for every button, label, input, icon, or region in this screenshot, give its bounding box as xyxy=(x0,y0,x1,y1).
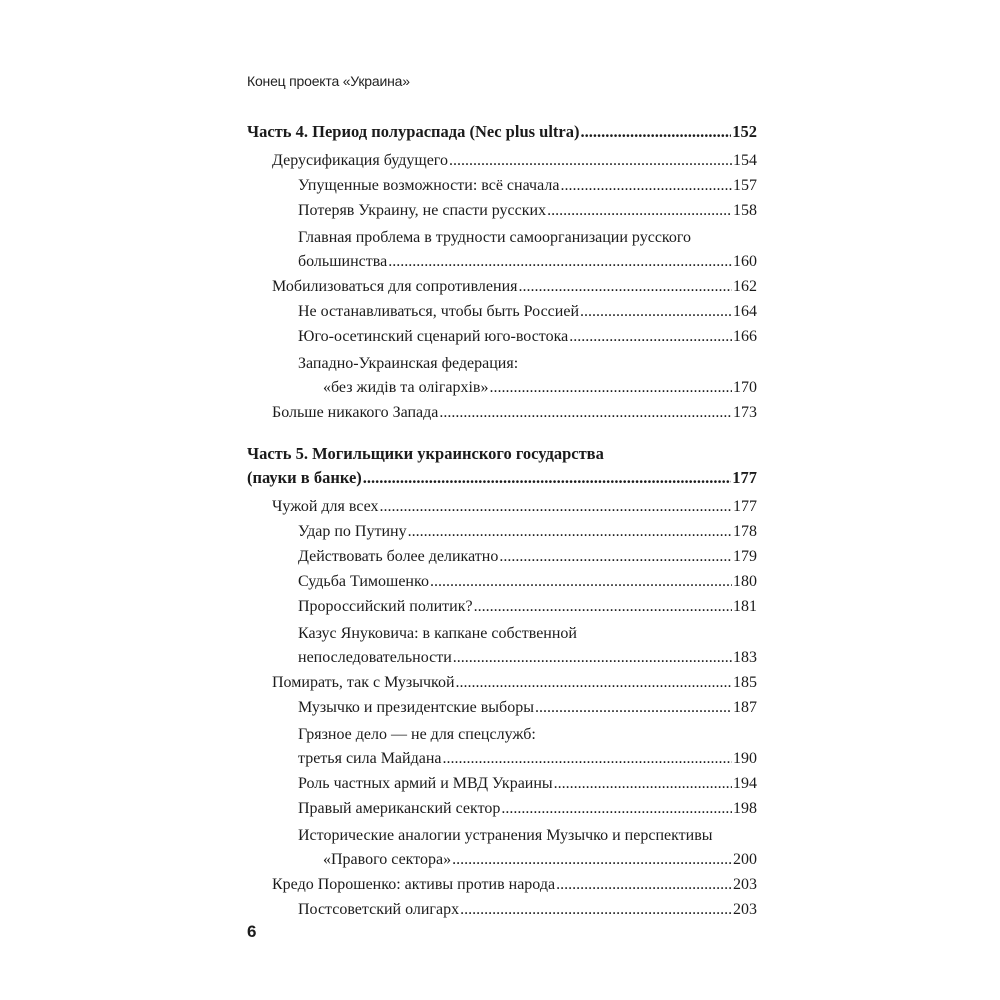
toc-title: Пророссийский политик? xyxy=(298,598,473,615)
toc-page-number: 160 xyxy=(733,253,757,270)
toc-section xyxy=(247,299,757,324)
toc-title: Часть 4. Период полураспада (Nec plus ultra) xyxy=(247,122,580,141)
toc-section xyxy=(247,353,757,400)
dot-leader xyxy=(560,173,732,198)
dot-leader xyxy=(430,569,732,594)
toc-page-number: 203 xyxy=(733,901,757,918)
page-number: 6 xyxy=(247,922,257,941)
dot-leader xyxy=(489,375,732,400)
toc-part xyxy=(247,119,757,144)
dot-leader xyxy=(453,645,732,670)
toc-title: (пауки в банке) xyxy=(247,468,362,487)
toc-title-line: Главная проблема в трудности самоорганизации русского xyxy=(298,229,692,246)
toc-section xyxy=(247,724,757,771)
dot-leader xyxy=(460,897,732,922)
toc-section xyxy=(247,227,757,274)
toc-page-number: 187 xyxy=(733,699,757,716)
toc-title: Кредо Порошенко: активы против народа xyxy=(272,876,556,893)
toc-page-number: 177 xyxy=(733,498,757,515)
dot-leader xyxy=(380,494,732,519)
toc-section xyxy=(247,825,757,872)
toc-page-number: 179 xyxy=(733,548,757,565)
toc-section xyxy=(247,324,757,349)
toc-page-number: 154 xyxy=(733,152,757,169)
toc-title: Упущенные возможности: всё сначала xyxy=(298,177,560,194)
dot-leader xyxy=(499,544,732,569)
toc-title: большинства xyxy=(298,253,388,270)
toc-title-line: Казус Януковича: в капкане собственной xyxy=(298,625,577,642)
dot-leader xyxy=(456,670,732,695)
toc-chapter xyxy=(247,670,757,695)
toc-page-number: 180 xyxy=(733,573,757,590)
toc-section xyxy=(247,173,757,198)
toc-page-number: 164 xyxy=(733,303,757,320)
dot-leader xyxy=(449,148,732,173)
toc-title: Юго-осетинский сценарий юго-востока xyxy=(298,328,569,345)
toc-title: «без жидів та олігархів» xyxy=(323,379,489,396)
toc-page-number: 173 xyxy=(733,404,757,421)
dot-leader xyxy=(519,274,733,299)
dot-leader xyxy=(474,594,732,619)
dot-leader xyxy=(547,198,732,223)
dot-leader xyxy=(554,771,732,796)
dot-leader xyxy=(569,324,732,349)
toc-title-line: Грязное дело — не для спецслужб: xyxy=(298,726,536,743)
toc-title: Действовать более деликатно xyxy=(298,548,499,565)
dot-leader xyxy=(581,119,732,144)
toc-title: Удар по Путину xyxy=(298,523,407,540)
toc-page-number: 200 xyxy=(733,851,757,868)
toc-section xyxy=(247,695,757,720)
dot-leader xyxy=(556,872,732,897)
toc-page-number: 198 xyxy=(733,800,757,817)
toc-page-number: 183 xyxy=(733,649,757,666)
toc-title: «Правого сектора» xyxy=(323,851,452,868)
dot-leader xyxy=(439,400,732,425)
toc-page-number: 178 xyxy=(733,523,757,540)
toc-section xyxy=(247,569,757,594)
dot-leader xyxy=(442,746,732,771)
dot-leader xyxy=(363,465,731,490)
toc-title: Роль частных армий и МВД Украины xyxy=(298,775,553,792)
toc-page-number: 203 xyxy=(733,876,757,893)
toc-page-number: 157 xyxy=(733,177,757,194)
table-of-contents xyxy=(247,119,757,922)
toc-chapter xyxy=(247,274,757,299)
toc-section xyxy=(247,544,757,569)
toc-chapter xyxy=(247,872,757,897)
toc-page-number: 162 xyxy=(733,278,757,295)
toc-title: Судьба Тимошенко xyxy=(298,573,429,590)
toc-title: Больше никакого Запада xyxy=(272,404,439,421)
toc-title-line: Исторические аналогии устранения Музычко и перспективы xyxy=(298,827,713,844)
toc-title: Мобилизоваться для сопротивления xyxy=(272,278,518,295)
toc-chapter xyxy=(247,400,757,425)
dot-leader xyxy=(535,695,732,720)
toc-title-line: Часть 5. Могильщики украинского государства xyxy=(247,444,604,463)
toc-section xyxy=(247,198,757,223)
toc-title: Постсоветский олигарх xyxy=(298,901,460,918)
dot-leader xyxy=(388,249,732,274)
toc-title: Потеряв Украину, не спасти русских xyxy=(298,202,547,219)
running-head: Конец проекта «Украина» xyxy=(247,73,410,89)
dot-leader xyxy=(580,299,732,324)
toc-section xyxy=(247,897,757,922)
dot-leader xyxy=(452,847,732,872)
toc-page-number: 177 xyxy=(732,468,757,487)
toc-page-number: 152 xyxy=(732,122,757,141)
toc-part xyxy=(247,443,757,490)
toc-page-number: 158 xyxy=(733,202,757,219)
toc-section xyxy=(247,771,757,796)
toc-page-number: 185 xyxy=(733,674,757,691)
toc-section xyxy=(247,623,757,670)
toc-page-number: 181 xyxy=(733,598,757,615)
toc-section xyxy=(247,796,757,821)
toc-title: непоследовательности xyxy=(298,649,452,666)
toc-section xyxy=(247,594,757,619)
dot-leader xyxy=(408,519,732,544)
toc-chapter xyxy=(247,148,757,173)
toc-page-number: 190 xyxy=(733,750,757,767)
toc-chapter xyxy=(247,494,757,519)
toc-title: Дерусификация будущего xyxy=(272,152,448,169)
toc-title: Правый американский сектор xyxy=(298,800,501,817)
toc-title: третья сила Майдана xyxy=(298,750,442,767)
toc-page-number: 194 xyxy=(733,775,757,792)
toc-page-number: 166 xyxy=(733,328,757,345)
toc-title-line: Западно-Украинская федерация: xyxy=(298,355,519,372)
toc-title: Не останавливаться, чтобы быть Россией xyxy=(298,303,580,320)
toc-title: Помирать, так с Музычкой xyxy=(272,674,455,691)
toc-title: Музычко и президентские выборы xyxy=(298,699,534,716)
toc-title: Чужой для всех xyxy=(272,498,379,515)
dot-leader xyxy=(501,796,732,821)
toc-section xyxy=(247,519,757,544)
toc-page-number: 170 xyxy=(733,379,757,396)
